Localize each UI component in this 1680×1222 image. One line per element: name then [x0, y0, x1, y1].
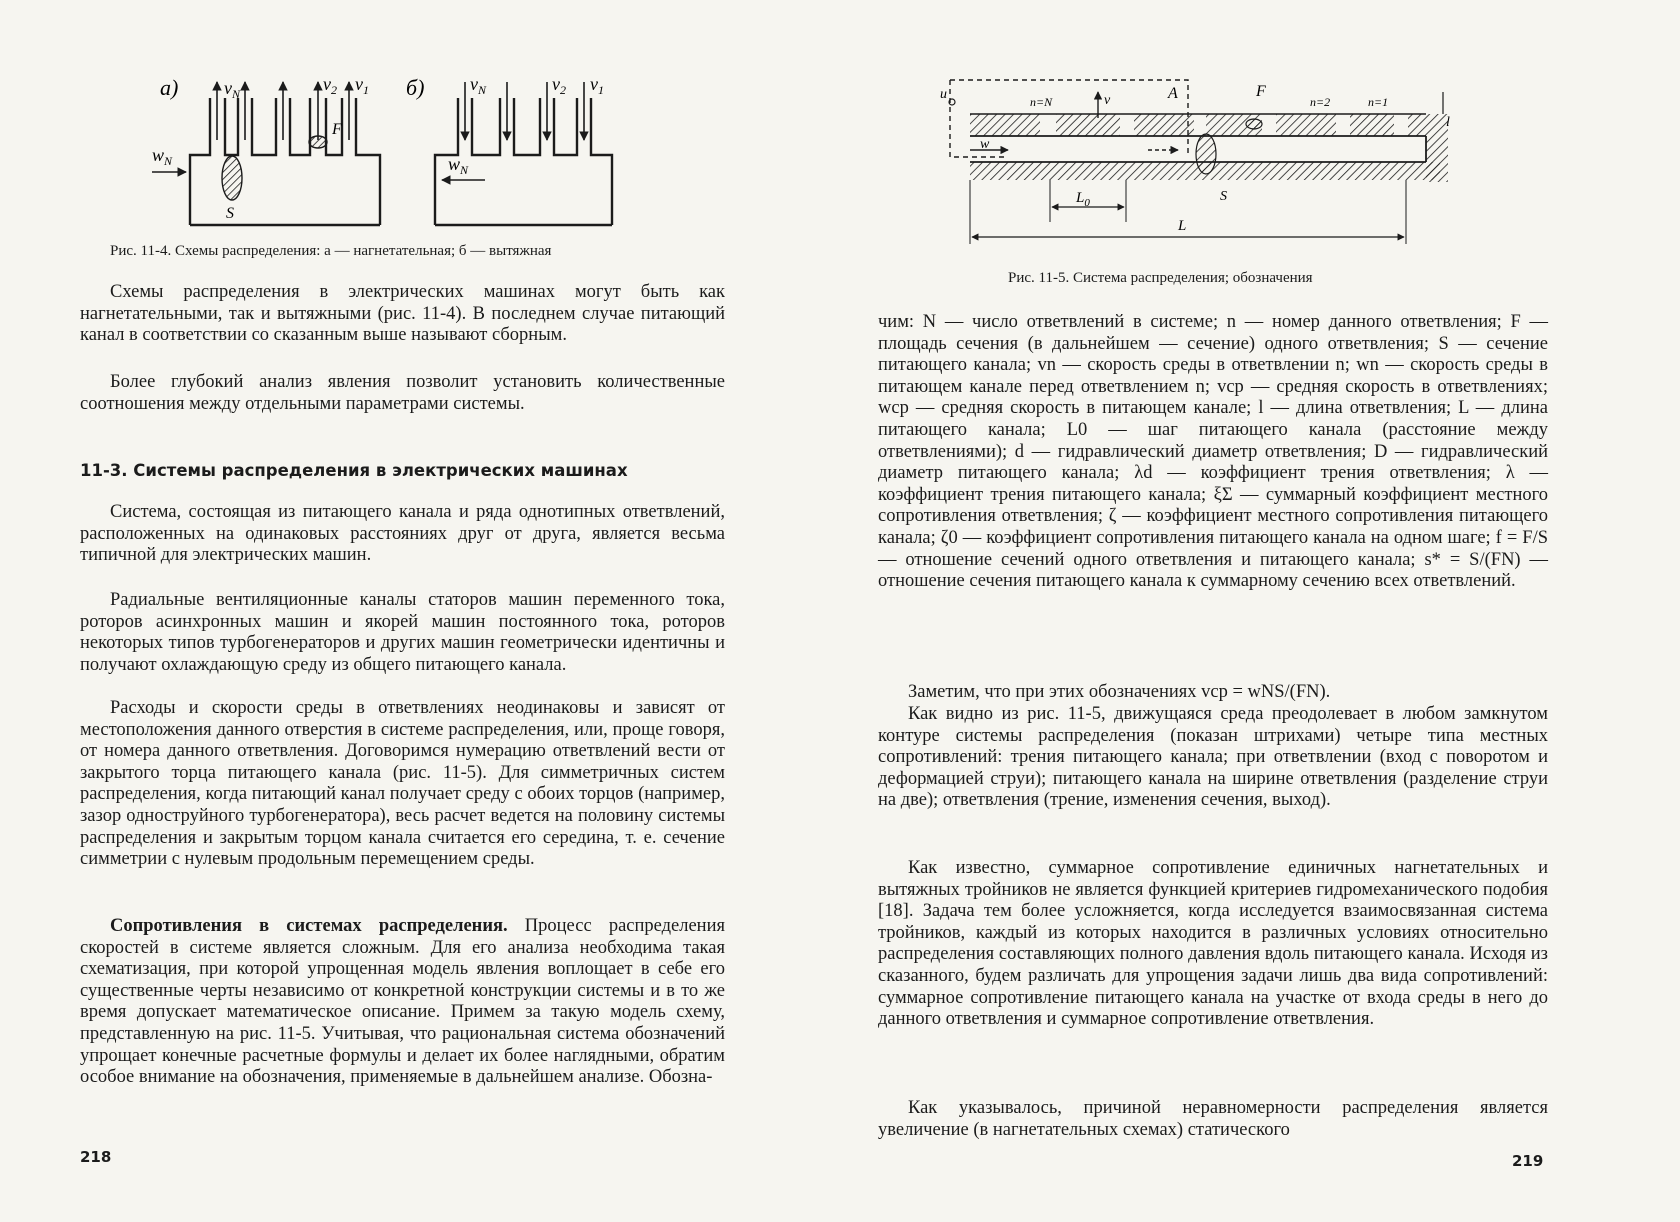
- panel-b-wN-label: $w_N$: [448, 154, 469, 177]
- panel-a-label: а): [160, 75, 179, 100]
- figure-11-5-caption: Рис. 11-5. Система распределения; обозначения: [1008, 270, 1313, 286]
- figure-11-4-panel-a: [152, 74, 380, 225]
- figure-11-4: [80, 60, 780, 250]
- left-paragraph-3: Система, состоящая из питающего канала и ряда однотипных ответвлений, расположенных на одинаковых расстояниях друг от друга, является весьма типичной для электрических машин.: [80, 502, 725, 566]
- panel-a-v1-label: $v_1$: [355, 74, 369, 97]
- fig-11-5-nN-label: n=N: [1030, 95, 1053, 109]
- wall-block-3: [1134, 114, 1194, 136]
- fig-11-5-section-S: [1196, 134, 1216, 174]
- fig-11-5-A-label: A: [1168, 85, 1178, 102]
- figure-11-4-panel-b: [406, 74, 612, 225]
- fig-11-5-l-label: l: [1446, 115, 1450, 130]
- paragraph-6-body: Процесс распределения скоростей в системе является сложным. Для его анализа необходима такая схематизация, при которой упрощенная модель явления воплощает в себе его существенные черты независимо от конкретной конструкции системы и в то же время допускает математическое описание. Примем за такую модель схему, представленную на рис. 11-5. Учитывая, что рациональная система обозначений упрощает конечные расчетные формулы и делает их более наглядными, обратим особое внимание на обозначения, применяемые в дальнейшем анализе. Обозна-: [80, 916, 725, 1088]
- page-number-218: 218: [80, 1148, 112, 1166]
- figure-11-4-caption: Рис. 11-4. Схемы распределения: а — нагнетательная; б — вытяжная: [110, 243, 552, 259]
- wall-block-7: [1408, 114, 1426, 136]
- fig-11-5-L0-label: $L_0$: [1076, 190, 1090, 209]
- panel-a-section-S: [222, 156, 242, 200]
- right-paragraph-3: Как видно из рис. 11-5, движущаяся среда преодолевает в любом замкнутом контуре системы распределения (показан штрихами) четыре типа местных сопротивлений: трения питающего канала; при ответвлении (вход с поворотом и деформацией струи); питающего канала на ширине ответвления (разделение струи на две); ответвления (трение, изменения сечения, выход).: [878, 704, 1548, 811]
- fig-11-5-F-label: F: [1256, 83, 1266, 100]
- panel-a-v2-label: $v_2$: [323, 74, 337, 97]
- section-heading-11-3: 11-3. Системы распределения в электрических машинах: [80, 461, 628, 480]
- paragraph-6-lead: Сопротивления в системах распределения.: [110, 916, 508, 936]
- left-paragraph-4: Радиальные вентиляционные каналы статоров машин переменного тока, роторов асинхронных машин и якорей машин постоянного тока, роторов некоторых типов турбогенераторов и других машин геометрически идентичны и получают охлаждающую среду из общего питающего канала.: [80, 590, 725, 675]
- right-paragraph-4: Как известно, суммарное сопротивление единичных нагнетательных и вытяжных тройников не является функцией критериев гидромеханического подобия [18]. Задача тем более усложняется, когда исследуется взаимосвязанная система тройников, каждый из которых находится в различных условиях относительно распределения составляющих полного давления вдоль питающего канала. Исходя из сказанного, будем различать для упрощения задачи лишь два вида сопротивлений: суммарное сопротивление питающего канала на участке от входа среды в него до данного ответвления и суммарное сопротивление ответвления.: [878, 858, 1548, 1030]
- fig-11-5-n2-label: n=2: [1310, 95, 1331, 109]
- panel-a-vN-label: $v_N$: [224, 78, 241, 101]
- wall-block-6: [1350, 114, 1394, 136]
- fig-11-5-section-F: [1246, 119, 1262, 129]
- panel-a-F-label: F: [332, 121, 342, 138]
- panel-b-label: б): [406, 75, 425, 100]
- left-paragraph-5: Расходы и скорости среды в ответвлениях неодинаковы и зависят от местоположения данного отверстия в системе распределения, или, проще говоря, от номера данного ответвления. Договоримся нумерацию ответвлений вести от закрытого торца питающего канала (рис. 11-5). Для симметричных систем распределения, когда питающий канал получает среду с обоих торцов (например, зазор одноструйного турбогенератора), весь расчет ведется на половину системы распределения и закрытым торцом канала считается его середина, т. е. сечение симметрии с нулевым продольным перемещением среды.: [80, 698, 725, 870]
- wall-block-1: [970, 114, 1040, 136]
- right-paragraph-1: чим: N — число ответвлений в системе; n — номер данного ответвления; F — площадь сечения (в дальнейшем — сечение) одного ответвления; S — сечение питающего канала; vn — скорость среды в ответвлении n; wn — скорость среды в питающем канале перед ответвлением n; vср — средняя скорость в ответвлениях; wср — средняя скорость в питающем канале; l — длина ответвления; L — длина питающего канала; L0 — шаг питающего канала (расстояние между ответвлениями); d — гидравлический диаметр ответвления; D — гидравлический диаметр питающего канала; λd — коэффициент трения ответвления; λ — коэффициент трения питающего канала; ξΣ — суммарный коэффициент местного сопротивления ответвления; ζ — коэффициент местного сопротивления питающего канала; ζ0 — коэффициент сопротивления питающего канала на одном шаге; f = F/S — отношение сечений одного ответвления и питающего канала; s* = S/(FN) — отношение сечения питающего канала к суммарному сечению всех ответвлений.: [878, 312, 1548, 592]
- right-paragraph-5: Как указывалось, причиной неравномерности распределения является увеличение (в нагнетательных схемах) статического: [878, 1098, 1548, 1140]
- panel-a-wN-label: $w_N$: [152, 145, 173, 168]
- fig-11-5-w-label: w: [980, 137, 990, 152]
- fig-11-5-v-label: v: [1104, 93, 1111, 108]
- page-219: [840, 0, 1680, 1222]
- figure-11-5: [938, 62, 1458, 262]
- page-number-219: 219: [1512, 1152, 1544, 1170]
- left-paragraph-2: Более глубокий анализ явления позволит установить количественные соотношения между отдельными параметрами системы.: [80, 372, 725, 414]
- panel-a-S-label: S: [226, 205, 234, 222]
- panel-b-vN-label: $v_N$: [470, 74, 487, 97]
- wall-block-5: [1276, 114, 1336, 136]
- panel-b-v1-label: $v_1$: [590, 74, 604, 97]
- fig-11-5-n1-label: n=1: [1368, 95, 1389, 109]
- panel-a-section-F: [309, 136, 327, 148]
- fig-11-5-L-label: L: [1178, 218, 1187, 234]
- wall-block-2: [1056, 114, 1120, 136]
- left-paragraph-1: Схемы распределения в электрических машинах могут быть как нагнетательными, так и вытяжными (рис. 11-4). В последнем случае питающий канал в соответствии со сказанным выше называют сборным.: [80, 282, 725, 346]
- left-paragraph-6: [80, 916, 725, 1089]
- panel-b-v2-label: $v_2$: [552, 74, 566, 97]
- fig-11-5-S-label: S: [1220, 189, 1227, 204]
- fig-11-5-u-label: u: [940, 87, 947, 102]
- right-paragraph-2: Заметим, что при этих обозначениях vср = wNS/(FN).: [908, 682, 1331, 702]
